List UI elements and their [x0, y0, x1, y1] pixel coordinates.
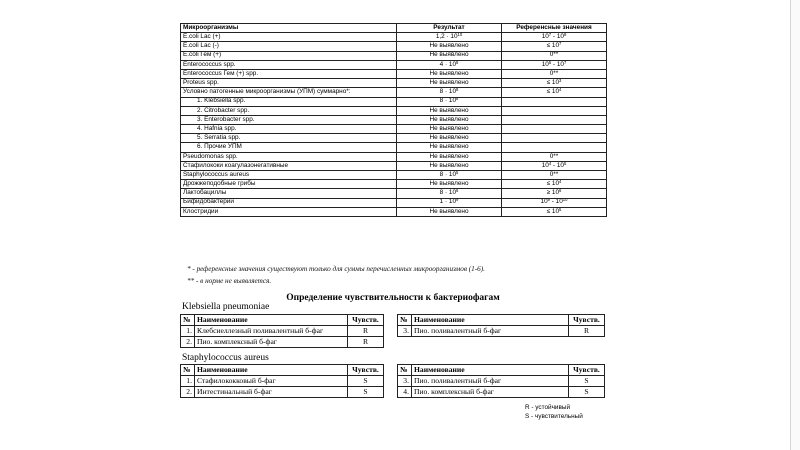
reference-cell: ≤ $10^4$	[502, 88, 607, 97]
phage-name: Пио. комплексный б-фаг	[412, 387, 569, 398]
phage-row	[181, 326, 384, 337]
header-number: №	[398, 315, 412, 326]
phage-number: 4.	[398, 387, 412, 398]
phage-row	[398, 387, 605, 398]
table-row	[181, 106, 607, 115]
organism-name-klebsiella: Klebsiella pneumoniae	[182, 302, 270, 312]
result-cell: Не выявлено	[397, 161, 502, 170]
phage-sensitivity: S	[348, 387, 384, 398]
table-row	[181, 88, 607, 97]
phage-header-row	[181, 315, 384, 326]
reference-cell: ≤ $10^5$	[502, 207, 607, 216]
header-name: Наименование	[195, 365, 348, 376]
organism-name-cell: Enterococcus spp.	[181, 60, 397, 69]
result-cell: Не выявлено	[397, 106, 502, 115]
phage-row	[398, 326, 605, 337]
reference-cell: ≤ $10^4$	[502, 180, 607, 189]
table-row	[181, 189, 607, 198]
phage-name: Стафилококковый б-фаг	[195, 376, 348, 387]
header-reference: Референсные значения	[502, 24, 607, 33]
reference-cell	[502, 143, 607, 152]
organism-name-cell: 4. Hafnia spp.	[181, 125, 397, 134]
phage-row	[181, 387, 384, 398]
table-row	[181, 125, 607, 134]
phage-table-klebsiella-left	[180, 314, 384, 348]
reference-cell	[502, 106, 607, 115]
phage-number: 1.	[181, 326, 195, 337]
phage-table-staph-left	[180, 364, 384, 398]
phage-sensitivity: S	[569, 387, 605, 398]
header-name: Наименование	[412, 365, 569, 376]
reference-cell: 0**	[502, 152, 607, 161]
phage-name: Пио. комплексный б-фаг	[195, 337, 348, 348]
table-row	[181, 152, 607, 161]
result-cell: Не выявлено	[397, 115, 502, 124]
organism-name-cell: 6. Прочие УПМ	[181, 143, 397, 152]
phage-row	[181, 337, 384, 348]
reference-cell: ≥ $10^6$	[502, 189, 607, 198]
result-cell: Не выявлено	[397, 42, 502, 51]
organism-name-cell: Клостридии	[181, 207, 397, 216]
organism-name-cell: Стафилококи коагулазонегативные	[181, 161, 397, 170]
phage-table-klebsiella-right	[397, 314, 605, 337]
header-sensitivity: Чувств.	[569, 315, 605, 326]
header-sensitivity: Чувств.	[569, 365, 605, 376]
table-row	[181, 69, 607, 78]
scrollbar-track[interactable]	[790, 0, 800, 450]
reference-cell: 0**	[502, 171, 607, 180]
reference-cell	[502, 115, 607, 124]
microorganism-table	[180, 23, 607, 217]
table-row	[181, 33, 607, 42]
phage-sensitivity: S	[348, 376, 384, 387]
result-cell: $8 \cdot 10^8$	[397, 97, 502, 106]
phage-sensitivity: R	[348, 337, 384, 348]
reference-cell	[502, 97, 607, 106]
legend-resistant: R - устойчивый	[525, 404, 571, 411]
phage-name: Клебсиеллезный поливалентный б-фаг	[195, 326, 348, 337]
table-row	[181, 180, 607, 189]
table-header-row	[181, 24, 607, 33]
legend-sensitive: S - чувствительный	[525, 413, 583, 420]
header-name: Наименование	[412, 315, 569, 326]
result-cell: Не выявлено	[397, 207, 502, 216]
footnote-not-detected: ** - в норме не выявляется.	[187, 277, 272, 285]
phage-name: Пио. поливалентный б-фаг	[412, 376, 569, 387]
organism-name-cell: Staphylococcus aureus	[181, 171, 397, 180]
result-cell: $1 \cdot 10^9$	[397, 198, 502, 207]
table-row	[181, 161, 607, 170]
table-row	[181, 97, 607, 106]
header-number: №	[181, 365, 195, 376]
phage-section-title: Определение чувствительности к бактериофагам	[286, 293, 500, 303]
reference-cell	[502, 134, 607, 143]
table-row	[181, 198, 607, 207]
table-row	[181, 79, 607, 88]
phage-header-row	[181, 365, 384, 376]
phage-number: 3.	[398, 376, 412, 387]
result-cell: Не выявлено	[397, 125, 502, 134]
result-cell: Не выявлено	[397, 152, 502, 161]
organism-name-cell: Pseudomonas spp.	[181, 152, 397, 161]
organism-name-cell: Proteus spp.	[181, 79, 397, 88]
phage-sensitivity: R	[569, 326, 605, 337]
organism-name-cell: 5. Serratia spp.	[181, 134, 397, 143]
phage-number: 2.	[181, 387, 195, 398]
phage-table-staph-right	[397, 364, 605, 398]
result-cell: $1,2 \cdot 10^{10}$	[397, 33, 502, 42]
result-cell: Не выявлено	[397, 69, 502, 78]
organism-name-cell: Лактобациллы	[181, 189, 397, 198]
result-cell: Не выявлено	[397, 51, 502, 60]
reference-cell: ≤ $10^7$	[502, 42, 607, 51]
header-result: Результат	[397, 24, 502, 33]
organism-name-cell: E.coli Гем (+)	[181, 51, 397, 60]
reference-cell: 0**	[502, 69, 607, 78]
phage-header-row	[398, 365, 605, 376]
result-cell: $4 \cdot 10^8$	[397, 60, 502, 69]
result-cell: $8 \cdot 10^8$	[397, 88, 502, 97]
result-cell: Не выявлено	[397, 79, 502, 88]
result-cell: Не выявлено	[397, 143, 502, 152]
table-row	[181, 143, 607, 152]
organism-name-cell: Enterococcus Гем (+) spp.	[181, 69, 397, 78]
header-sensitivity: Чувств.	[348, 365, 384, 376]
phage-name: Интестинальный б-фаг	[195, 387, 348, 398]
phage-sensitivity: S	[569, 376, 605, 387]
result-cell: Не выявлено	[397, 180, 502, 189]
result-cell: Не выявлено	[397, 134, 502, 143]
organism-name-cell: E.coli Lac (-)	[181, 42, 397, 51]
result-cell: $8 \cdot 10^5$	[397, 171, 502, 180]
phage-number: 3.	[398, 326, 412, 337]
phage-sensitivity: R	[348, 326, 384, 337]
organism-name-cell: Дрожжеподобные грибы	[181, 180, 397, 189]
phage-row	[181, 376, 384, 387]
reference-cell: $10^5 - 10^7$	[502, 60, 607, 69]
header-name: Наименование	[195, 315, 348, 326]
organism-name-cell: 3. Enterobacter spp.	[181, 115, 397, 124]
header-microorganisms: Микроорганизмы	[181, 24, 397, 33]
phage-number: 1.	[181, 376, 195, 387]
header-sensitivity: Чувств.	[348, 315, 384, 326]
organism-name-cell: Бифидобактерии	[181, 198, 397, 207]
reference-cell	[502, 125, 607, 134]
table-row	[181, 134, 607, 143]
table-row	[181, 115, 607, 124]
microorganism-table-body	[181, 33, 607, 217]
reference-cell: 0**	[502, 51, 607, 60]
phage-row	[398, 376, 605, 387]
reference-cell: $10^7 - 10^8$	[502, 33, 607, 42]
phage-header-row	[398, 315, 605, 326]
table-row	[181, 51, 607, 60]
organism-name-cell: E.coli Lac (+)	[181, 33, 397, 42]
phage-name: Пио. поливалентный б-фаг	[412, 326, 569, 337]
phage-number: 2.	[181, 337, 195, 348]
header-number: №	[181, 315, 195, 326]
table-row	[181, 171, 607, 180]
organism-name-staphylococcus: Staphylococcus aureus	[182, 353, 269, 363]
table-row	[181, 42, 607, 51]
reference-cell: $10^9 - 10^{10}$	[502, 198, 607, 207]
table-row	[181, 60, 607, 69]
organism-name-cell: Условно патогенные микроорганизмы (УПМ) суммарно*:	[181, 88, 397, 97]
organism-name-cell: 1. Klebsiella spp.	[181, 97, 397, 106]
reference-cell: ≤ $10^3$	[502, 79, 607, 88]
reference-cell: $10^4 - 10^5$	[502, 161, 607, 170]
header-number: №	[398, 365, 412, 376]
organism-name-cell: 2. Citrobacter spp.	[181, 106, 397, 115]
footnote-reference-sum: * - референсные значения существуют только для суммы перечисленных микроорганизмов (1-6).	[187, 265, 485, 273]
table-row	[181, 207, 607, 216]
result-cell: $8 \cdot 10^6$	[397, 189, 502, 198]
